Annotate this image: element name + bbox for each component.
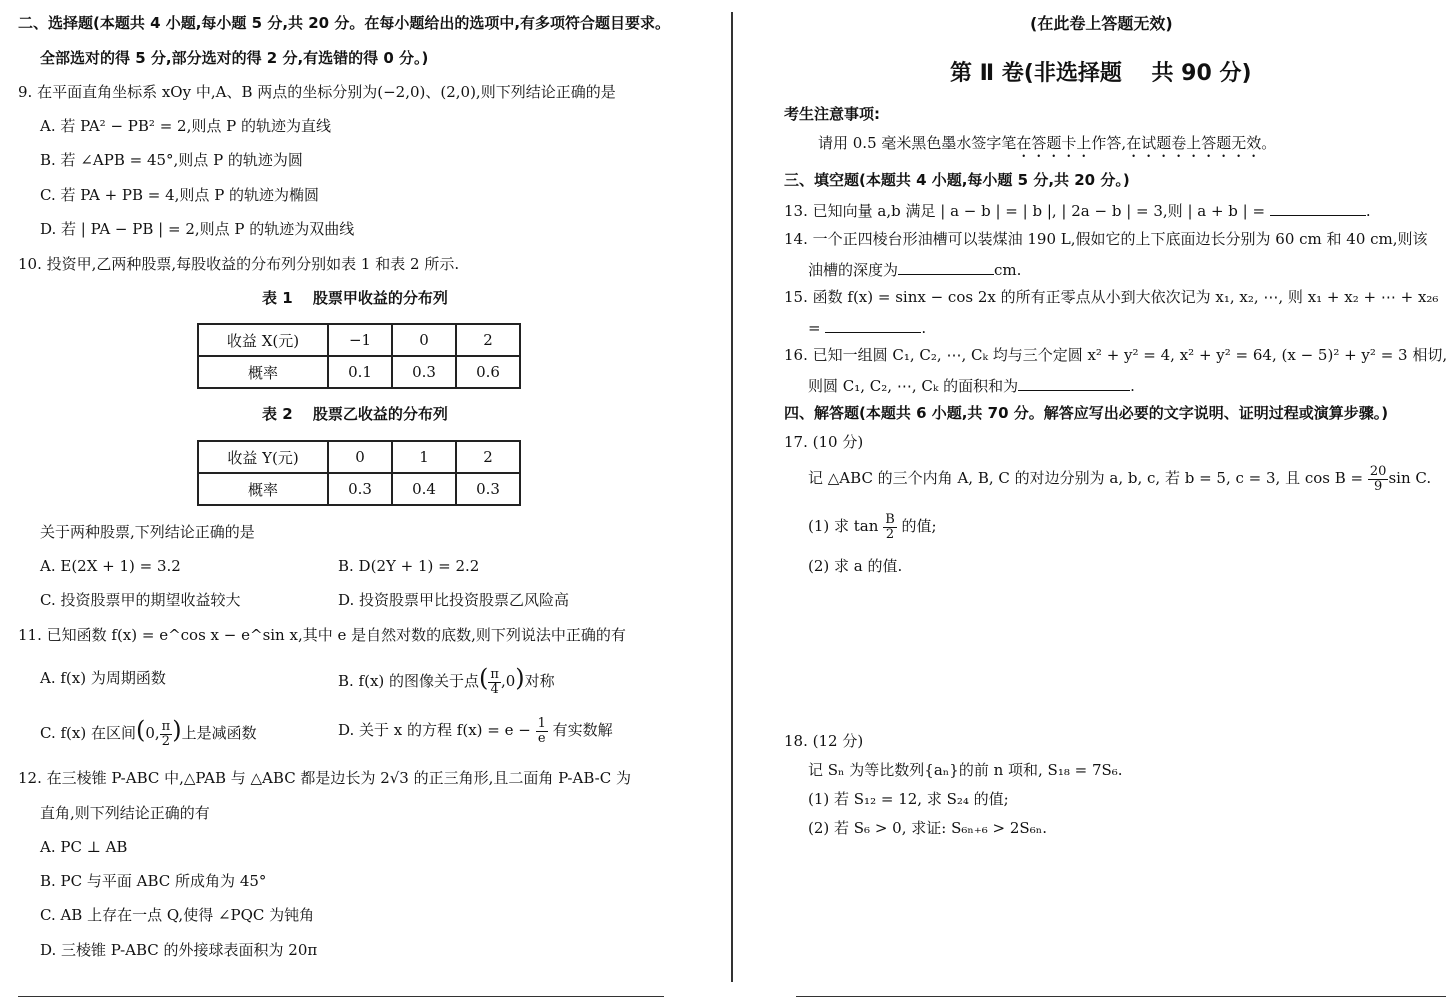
fraction-denominator: 2: [885, 526, 895, 542]
q10-option-c: C. 投资股票甲的期望收益较大: [40, 591, 241, 609]
q17-part1-text-end: 的值;: [901, 517, 937, 535]
q18-head: 18. (12 分): [784, 732, 864, 750]
q15-answer-blank: [825, 316, 921, 333]
table2: [197, 440, 521, 506]
q11-b-text: B. f(x) 的图像关于点: [338, 672, 480, 690]
q13-text: 13. 已知向量 a,b 满足 | a − b | = | b |, | 2a − b | = 3,则 | a + b | =: [784, 202, 1266, 220]
q17-part1-text: (1) 求 tan: [808, 517, 879, 535]
question-13: 13. 已知向量 a,b 满足 | a − b | = | b |, | 2a − b | = 3,则 | a + b | = .: [784, 199, 1371, 221]
table1-cell: 收益 X(元): [198, 324, 328, 356]
q17-fraction: [1368, 465, 1389, 494]
section2-header-line1: 二、选择题(本题共 4 小题,每小题 5 分,共 20 分。在每小题给出的选项中,有多项符合题目要求。: [18, 14, 671, 32]
q18-part2: (2) 若 S₆ > 0, 求证: S₆ₙ₊₆ > 2S₆ₙ.: [808, 819, 1047, 837]
q9-option-b: B. 若 ∠APB = 45°,则点 P 的轨迹为圆: [40, 151, 303, 169]
fraction-numerator: π: [490, 666, 499, 682]
fraction-numerator: B: [885, 511, 895, 527]
q15-text: =: [808, 319, 821, 337]
section4-header: 四、解答题(本题共 6 小题,共 70 分。解答应写出必要的文字说明、证明过程或演算步骤。): [784, 404, 1389, 422]
q14-text: 油槽的深度为: [808, 261, 899, 279]
left-page: [18, 0, 718, 1000]
fraction-denominator: 4: [490, 681, 499, 697]
q12-option-a: A. PC ⊥ AB: [40, 838, 128, 856]
q17-stem: [808, 460, 1431, 496]
table1-cell: 0.6: [456, 356, 520, 388]
q14-line2: [808, 258, 1021, 280]
q14-answer-blank: [898, 258, 994, 275]
q11-d-text-end: 有实数解: [552, 721, 613, 739]
section3-header: 三、填空题(本题共 4 小题,每小题 5 分,共 20 分。): [784, 171, 1130, 189]
q9-option-a: A. 若 PA² − PB² = 2,则点 P 的轨迹为直线: [40, 117, 331, 135]
q11-c-text: C. f(x) 在区间: [40, 724, 136, 742]
table2-cell: 1: [392, 441, 456, 473]
table1-caption: 表 1 股票甲收益的分布列: [262, 289, 448, 307]
q10-option-d: D. 投资股票甲比投资股票乙风险高: [338, 591, 570, 609]
q11-option-b: B. f(x) 的图像关于点( $\frac{\pi}{4}$ ,0)对称: [338, 664, 555, 697]
part-two-title: 第 Ⅱ 卷(非选择题 共 90 分): [950, 61, 1252, 86]
notice-emphasis: 在试题卷上答题无效: [1126, 134, 1262, 152]
q18-part1: (1) 若 S₁₂ = 12, 求 S₂₄ 的值;: [808, 790, 1009, 808]
notice-text: [818, 133, 1276, 161]
q18-stem: 记 Sₙ 为等比数列{aₙ}的前 n 项和, S₁₈ = 7S₆.: [808, 761, 1123, 779]
table2-cell: 收益 Y(元): [198, 441, 328, 473]
q9-option-c: C. 若 PA + PB = 4,则点 P 的轨迹为椭圆: [40, 186, 320, 204]
q11-option-c: C. f(x) 在区间(0, $\frac{\pi}{2}$ )上是减函数: [40, 716, 257, 749]
q13-answer-blank: [1270, 199, 1366, 216]
fraction-numerator: π: [161, 718, 171, 734]
q17-part1: [808, 508, 937, 544]
q9-stem: 9. 在平面直角坐标系 xOy 中,A、B 两点的坐标分别为(−2,0)、(2,0),则下列结论正确的是: [18, 83, 616, 101]
table2-cell: 概率: [198, 473, 328, 505]
notice-part: 请用 0.5 毫米黑色墨水签字笔: [818, 134, 1017, 152]
table1-cell: 0.3: [392, 356, 456, 388]
q12-option-d: D. 三棱锥 P-ABC 的外接球表面积为 20π: [40, 941, 318, 959]
q17-part1-fraction: [883, 513, 897, 542]
table1-cell: 概率: [198, 356, 328, 388]
table1-cell: −1: [328, 324, 392, 356]
right-page: [760, 0, 1448, 1000]
q15-line2: = .: [808, 316, 926, 338]
table1-cell: 0: [392, 324, 456, 356]
q11-stem: 11. 已知函数 f(x) = e^cos x − e^sin x,其中 e 是自然对数的底数,则下列说法中正确的有: [18, 626, 626, 644]
q16-line2: 则圆 C₁, C₂, ⋯, Cₖ 的面积和为 .: [808, 374, 1135, 396]
q10-option-a: A. E(2X + 1) = 3.2: [40, 557, 181, 575]
q11-option-d: [338, 712, 613, 748]
q11-d-fraction: [536, 717, 548, 746]
q9-option-d: D. 若 | PA − PB | = 2,则点 P 的轨迹为双曲线: [40, 220, 355, 238]
page-divider: [731, 12, 733, 982]
fraction-numerator: 20: [1369, 463, 1387, 479]
q10-prompt: 关于两种股票,下列结论正确的是: [40, 523, 255, 541]
q16-text: 则圆 C₁, C₂, ⋯, Cₖ 的面积和为: [808, 377, 1019, 395]
q10-option-b: B. D(2Y + 1) = 2.2: [338, 557, 480, 575]
q12-option-c: C. AB 上存在一点 Q,使得 ∠PQC 为钝角: [40, 906, 315, 924]
table2-caption: 表 2 股票乙收益的分布列: [262, 405, 448, 423]
table1-cell: 2: [456, 324, 520, 356]
notice-emphasis: 在答题卡上: [1016, 134, 1092, 152]
q12-stem-line1: 12. 在三棱锥 P-ABC 中,△PAB 与 △ABC 都是边长为 2√3 的正三角形,且二面角 P-AB-C 为: [18, 769, 631, 787]
notice-part: 。: [1261, 134, 1277, 152]
q16-line1: 16. 已知一组圆 C₁, C₂, ⋯, Cₖ 均与三个定圆 x² + y² = 4, x² + y² = 64, (x − 5)² + y² = 3 相切,: [784, 346, 1448, 364]
table2-cell: 2: [456, 441, 520, 473]
notice-part: 作答,: [1091, 134, 1127, 152]
q17-stem-text-end: sin C.: [1388, 469, 1432, 487]
q14-unit: cm.: [994, 261, 1022, 279]
table1-cell: 0.1: [328, 356, 392, 388]
fraction-denominator: e: [537, 730, 546, 746]
top-note: (在此卷上答题无效): [1030, 14, 1173, 33]
q17-stem-text: 记 △ABC 的三个内角 A, B, C 的对边分别为 a, b, c, 若 b = 5, c = 3, 且 cos B =: [808, 469, 1364, 487]
q17-part2: (2) 求 a 的值.: [808, 557, 903, 575]
q12-stem-line2: 直角,则下列结论正确的有: [40, 804, 210, 822]
section2-header-line2: 全部选对的得 5 分,部分选对的得 2 分,有选错的得 0 分。): [40, 49, 429, 67]
fraction-denominator: 2: [161, 733, 171, 749]
fraction-denominator: 9: [1374, 478, 1383, 494]
q10-stem: 10. 投资甲,乙两种股票,每股收益的分布列分别如表 1 和表 2 所示.: [18, 255, 460, 273]
table1: [197, 323, 521, 389]
q17-head: 17. (10 分): [784, 433, 864, 451]
table2-cell: 0.4: [392, 473, 456, 505]
fraction-numerator: 1: [537, 715, 546, 731]
table2-cell: 0.3: [456, 473, 520, 505]
q11-c-text-end: 上是减函数: [181, 724, 257, 742]
table2-cell: 0: [328, 441, 392, 473]
q11-c-fraction: [160, 720, 173, 749]
q11-d-text: D. 关于 x 的方程 f(x) = e −: [338, 721, 531, 739]
q12-option-b: B. PC 与平面 ABC 所成角为 45°: [40, 872, 267, 890]
q16-answer-blank: [1018, 374, 1130, 391]
table2-cell: 0.3: [328, 473, 392, 505]
q11-b-text-end: 对称: [524, 672, 555, 690]
notice-header: 考生注意事项:: [784, 105, 880, 123]
q15-line1: 15. 函数 f(x) = sinx − cos 2x 的所有正零点从小到大依次记为 x₁, x₂, ⋯, 则 x₁ + x₂ + ⋯ + x₂₆: [784, 288, 1439, 306]
q11-option-a: A. f(x) 为周期函数: [40, 669, 166, 687]
q11-b-fraction: [488, 668, 501, 697]
q14-line1: 14. 一个正四棱台形油槽可以装煤油 190 L,假如它的上下底面边长分别为 60 cm 和 40 cm,则该: [784, 230, 1428, 248]
footer-rule-left: [18, 996, 664, 997]
